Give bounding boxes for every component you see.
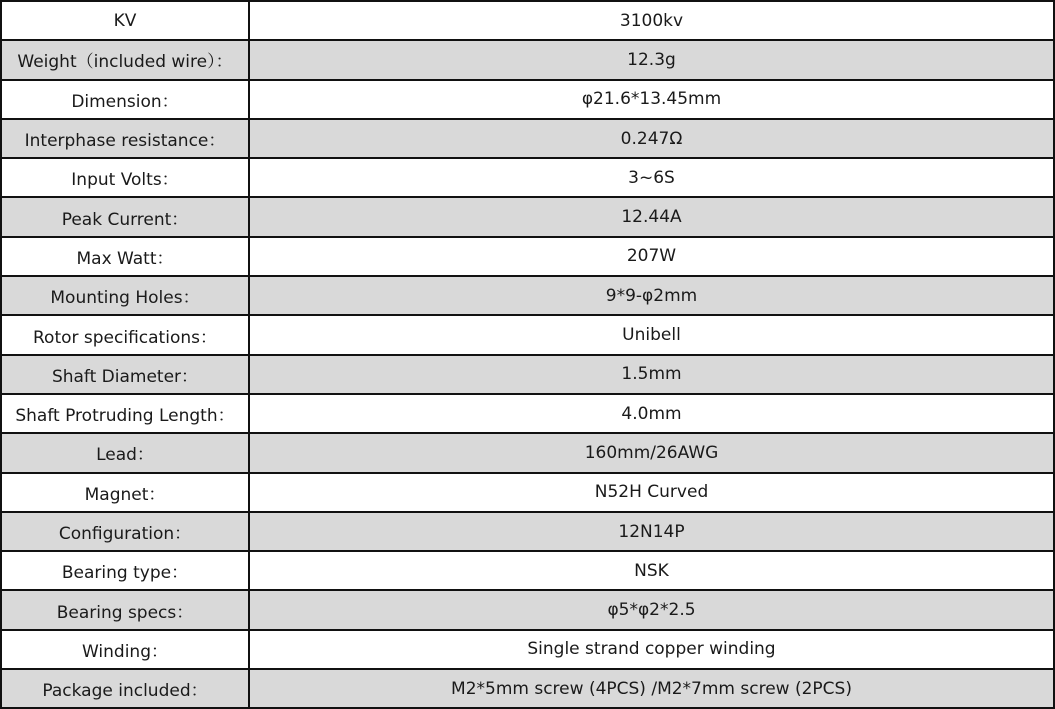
table-row	[1, 197, 1054, 236]
table-row	[1, 590, 1054, 629]
spec-label: Bearing type：	[1, 551, 249, 590]
spec-value: 0.247Ω	[249, 119, 1054, 158]
spec-value: 12.44A	[249, 197, 1054, 236]
spec-value: 4.0mm	[249, 394, 1054, 433]
spec-value: N52H Curved	[249, 473, 1054, 512]
table-row	[1, 237, 1054, 276]
spec-label: Peak Current：	[1, 197, 249, 236]
spec-label: Package included：	[1, 669, 249, 708]
table-row	[1, 551, 1054, 590]
spec-value: 12.3g	[249, 40, 1054, 79]
table-row	[1, 433, 1054, 472]
spec-value: 207W	[249, 237, 1054, 276]
spec-value: 160mm/26AWG	[249, 433, 1054, 472]
spec-label: Dimension：	[1, 80, 249, 119]
table-row	[1, 315, 1054, 354]
spec-value: 3100kv	[249, 1, 1054, 40]
table-row	[1, 119, 1054, 158]
spec-label: Bearing specs：	[1, 590, 249, 629]
spec-label: Shaft Diameter：	[1, 355, 249, 394]
spec-label: Lead：	[1, 433, 249, 472]
table-row	[1, 394, 1054, 433]
table-row	[1, 276, 1054, 315]
spec-label: Input Volts：	[1, 158, 249, 197]
table-row	[1, 40, 1054, 79]
spec-label: Interphase resistance：	[1, 119, 249, 158]
spec-value: M2*5mm screw (4PCS) /M2*7mm screw (2PCS)	[249, 669, 1054, 708]
spec-label: Max Watt：	[1, 237, 249, 276]
table-row	[1, 473, 1054, 512]
spec-table-body	[1, 1, 1054, 708]
spec-value: 12N14P	[249, 512, 1054, 551]
spec-label: Rotor specifications：	[1, 315, 249, 354]
table-row	[1, 355, 1054, 394]
spec-label: Mounting Holes：	[1, 276, 249, 315]
table-row	[1, 158, 1054, 197]
table-row	[1, 669, 1054, 708]
spec-value: 9*9-φ2mm	[249, 276, 1054, 315]
spec-label: Weight（included wire）：	[1, 40, 249, 79]
spec-label: Shaft Protruding Length：	[1, 394, 249, 433]
table-row	[1, 1, 1054, 40]
spec-value: φ21.6*13.45mm	[249, 80, 1054, 119]
spec-label: Configuration：	[1, 512, 249, 551]
spec-value: 1.5mm	[249, 355, 1054, 394]
spec-value: Single strand copper winding	[249, 630, 1054, 669]
spec-label: KV	[1, 1, 249, 40]
spec-value: Unibell	[249, 315, 1054, 354]
spec-value: φ5*φ2*2.5	[249, 590, 1054, 629]
spec-label: Winding：	[1, 630, 249, 669]
spec-label: Magnet：	[1, 473, 249, 512]
table-row	[1, 80, 1054, 119]
table-row	[1, 512, 1054, 551]
spec-value: NSK	[249, 551, 1054, 590]
spec-value: 3~6S	[249, 158, 1054, 197]
table-row	[1, 630, 1054, 669]
